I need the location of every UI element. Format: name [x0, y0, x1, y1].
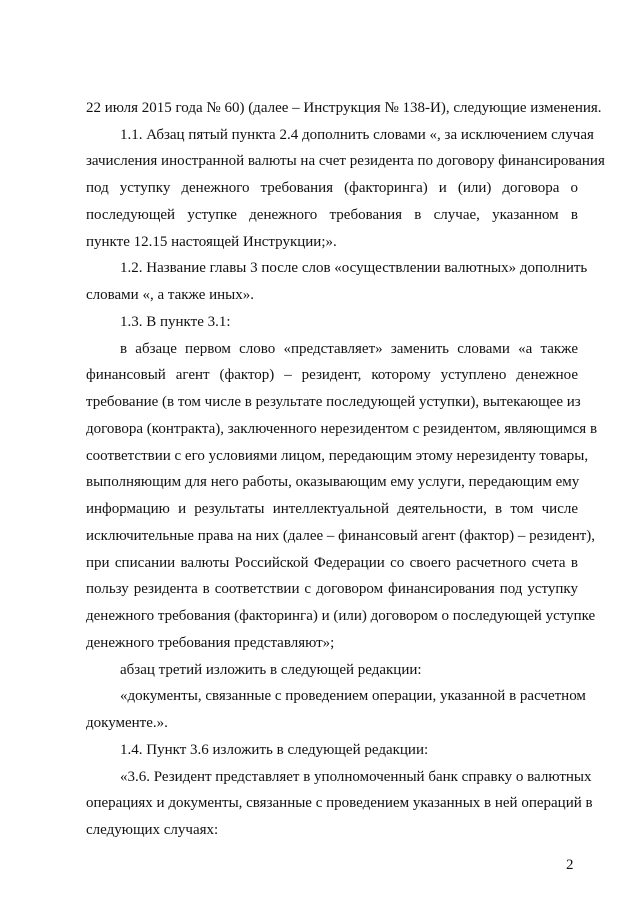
text-line: зачисления иностранной валюты на счет резидента по договору финансирования	[86, 153, 605, 169]
text-line: при списании валюты Российской Федерации со своего расчетного счета в	[86, 555, 578, 571]
text-line: документе.».	[86, 715, 168, 731]
text-line: пользу резидента в соответствии с договором финансирования под уступку	[86, 581, 578, 597]
text-line: договора (контракта), заключенного нерезидентом с резидентом, являющимся в	[86, 421, 598, 437]
text-line: выполняющим для него работы, оказывающим ему услуги, передающим ему	[86, 474, 580, 490]
text-line: операциях и документы, связанные с проведением указанных в ней операций в	[86, 795, 593, 811]
text-line: денежного требования (факторинга) и (или) договором о последующей уступке	[86, 608, 596, 624]
text-line: абзац третий изложить в следующей редакции:	[120, 662, 422, 678]
text-line: в абзаце первом слово «представляет» заменить словами «а также	[120, 341, 578, 357]
text-line: пункте 12.15 настоящей Инструкции;».	[86, 234, 337, 250]
text-line: «документы, связанные с проведением операции, указанной в расчетном	[120, 688, 586, 704]
text-line: исключительные права на них (далее – финансовый агент (фактор) – резидент),	[86, 528, 596, 544]
text-line: соответствии с его условиями лицом, передающим этому нерезиденту товары,	[86, 448, 589, 464]
text-line: «3.6. Резидент представляет в уполномоченный банк справку о валютных	[120, 769, 592, 785]
text-line: 1.2. Название главы 3 после слов «осуществлении валютных» дополнить	[120, 260, 588, 276]
text-line: 1.4. Пункт 3.6 изложить в следующей редакции:	[120, 742, 429, 758]
text-line: требование (в том числе в результате последующей уступки), вытекающее из	[86, 394, 581, 410]
text-line: финансовый агент (фактор) – резидент, которому уступлено денежное	[86, 367, 578, 383]
text-line: 1.3. В пункте 3.1:	[120, 314, 231, 330]
text-line: следующих случаях:	[86, 822, 219, 838]
text-line: 1.1. Абзац пятый пункта 2.4 дополнить словами «, за исключением случая	[120, 127, 594, 143]
text-line: денежного требования представляют»;	[86, 635, 335, 651]
text-line: 22 июля 2015 года № 60) (далее – Инструкция № 138-И), следующие изменения.	[86, 100, 602, 116]
text-line: информацию и результаты интеллектуальной деятельности, в том числе	[86, 501, 578, 517]
text-line: словами «, а также иных».	[86, 287, 255, 303]
page-number: 2	[566, 857, 574, 873]
text-line: последующей уступке денежного требования в случае, указанном в	[86, 207, 578, 223]
text-line: под уступку денежного требования (факторинга) и (или) договора о	[86, 180, 578, 196]
